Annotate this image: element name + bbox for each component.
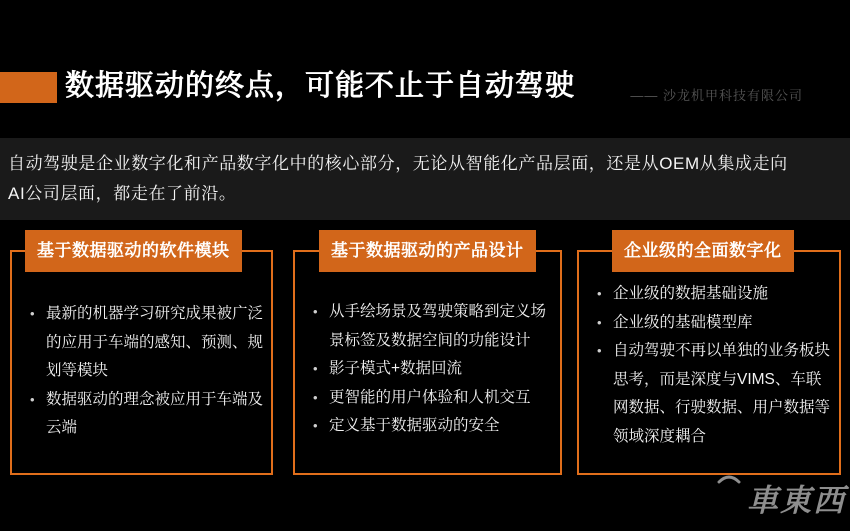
attribution-text: —— 沙龙机甲科技有限公司 [630, 88, 803, 103]
column-header-enterprise-digitalization: 企业级的全面数字化 [612, 230, 794, 272]
bullet-list [579, 280, 839, 451]
intro-line-1: 自动驾驶是企业数字化和产品数字化中的核心部分，无论从智能化产品层面，还是从OEM从集成走向 [8, 154, 788, 173]
chedongxi-logo: 車東西 [747, 483, 846, 518]
bullet-item: • 自动驾驶不再以单独的业务板块思考，而是深度与VIMS、车联网数据、行驶数据、用户数据等领域深度耦合 [595, 337, 833, 451]
bullet-item: • 企业级的数据基础设施 [595, 280, 833, 309]
title-accent-bar [0, 72, 57, 103]
bullet-list [12, 300, 271, 443]
bullet-item: • 企业级的基础模型库 [595, 309, 833, 338]
bullet-item: • 定义基于数据驱动的安全 [311, 412, 554, 441]
column-header-product-design: 基于数据驱动的产品设计 [319, 230, 536, 272]
intro-line-2: AI公司层面，都走在了前沿。 [8, 184, 237, 203]
bullet-item: • 最新的机器学习研究成果被广泛的应用于车端的感知、预测、规划等模块 [28, 300, 265, 386]
column-product-design [293, 241, 562, 475]
page-title: 数据驱动的终点，可能不止于自动驾驶 [65, 70, 576, 102]
bullet-item: • 更智能的用户体验和人机交互 [311, 384, 554, 413]
column-header-software-modules: 基于数据驱动的软件模块 [25, 230, 242, 272]
bullet-list [295, 298, 560, 441]
column-enterprise-digitalization [577, 241, 841, 475]
bullet-item: • 数据驱动的理念被应用于车端及云端 [28, 386, 265, 443]
column-software-modules [10, 241, 273, 475]
watermark-signal-arc-icon [716, 472, 742, 484]
bullet-item: • 影子模式+数据回流 [311, 355, 554, 384]
intro-paragraph [0, 138, 850, 220]
bullet-item: • 从手绘场景及驾驶策略到定义场景标签及数据空间的功能设计 [311, 298, 554, 355]
